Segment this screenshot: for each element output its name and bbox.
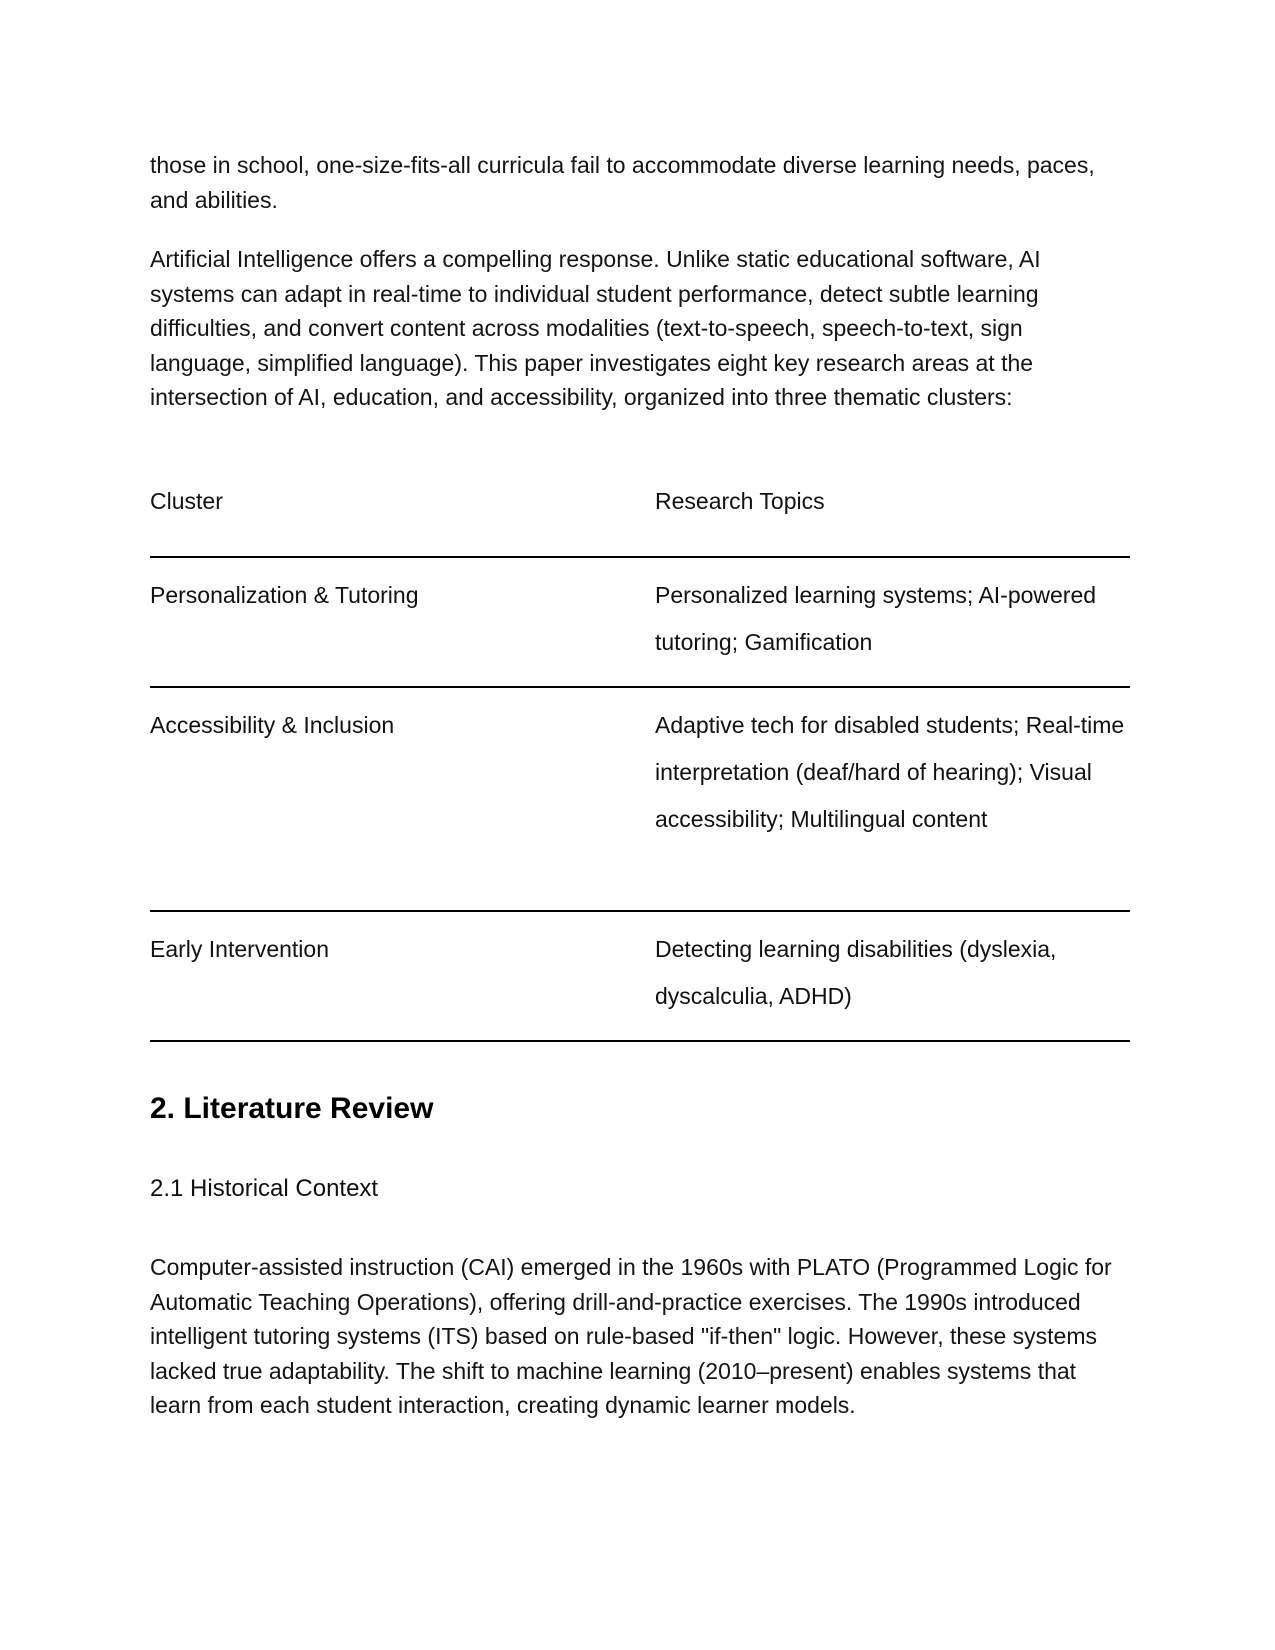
intro-paragraph-continuation: those in school, one-size-fits-all curricula fail to accommodate diverse learning needs, paces, and abilities. [150, 152, 1095, 213]
table-cell-cluster: Early Intervention [150, 936, 329, 962]
table-row [150, 558, 1130, 688]
table-header-research-topics: Research Topics [655, 488, 825, 514]
table-header-cluster: Cluster [150, 488, 223, 514]
subsection-heading-historical-context: 2.1 Historical Context [150, 1175, 379, 1202]
table-header-row [150, 480, 1130, 558]
section-heading-literature-review: 2. Literature Review [150, 1092, 434, 1125]
research-clusters-table [150, 480, 1130, 1042]
table-cell-cluster: Accessibility & Inclusion [150, 712, 395, 738]
historical-context-paragraph: Computer-assisted instruction (CAI) emerged in the 1960s with PLATO (Programmed Logic for Automatic Teaching Operations), offering drill-and-practice exercises. The 1990s introduced intelligent tutoring systems (ITS) based on rule-based "if-then" logic. However, these systems lacked true adaptability. The shift to machine learning (2010–present) enables systems that learn from each student interaction, creating dynamic learner models. [150, 1254, 1112, 1418]
table-row [150, 688, 1130, 912]
table-cell-cluster: Personalization & Tutoring [150, 582, 419, 608]
table-cell-topics: Adaptive tech for disabled students; Real-time interpretation (deaf/hard of hearing); Visual accessibility; Multilingual content [655, 712, 1125, 832]
table-cell-topics: Detecting learning disabilities (dyslexia, dyscalculia, ADHD) [655, 936, 1057, 1009]
table-row [150, 912, 1130, 1042]
ai-response-paragraph: Artificial Intelligence offers a compelling response. Unlike static educational software, AI systems can adapt in real-time to individual student performance, detect subtle learning difficulties, and convert content across modalities (text-to-speech, speech-to-text, sign language, simplified language). This paper investigates eight key research areas at the intersection of AI, education, and accessibility, organized into three thematic clusters: [150, 246, 1041, 410]
table-cell-topics: Personalized learning systems; AI-powered tutoring; Gamification [655, 582, 1097, 655]
